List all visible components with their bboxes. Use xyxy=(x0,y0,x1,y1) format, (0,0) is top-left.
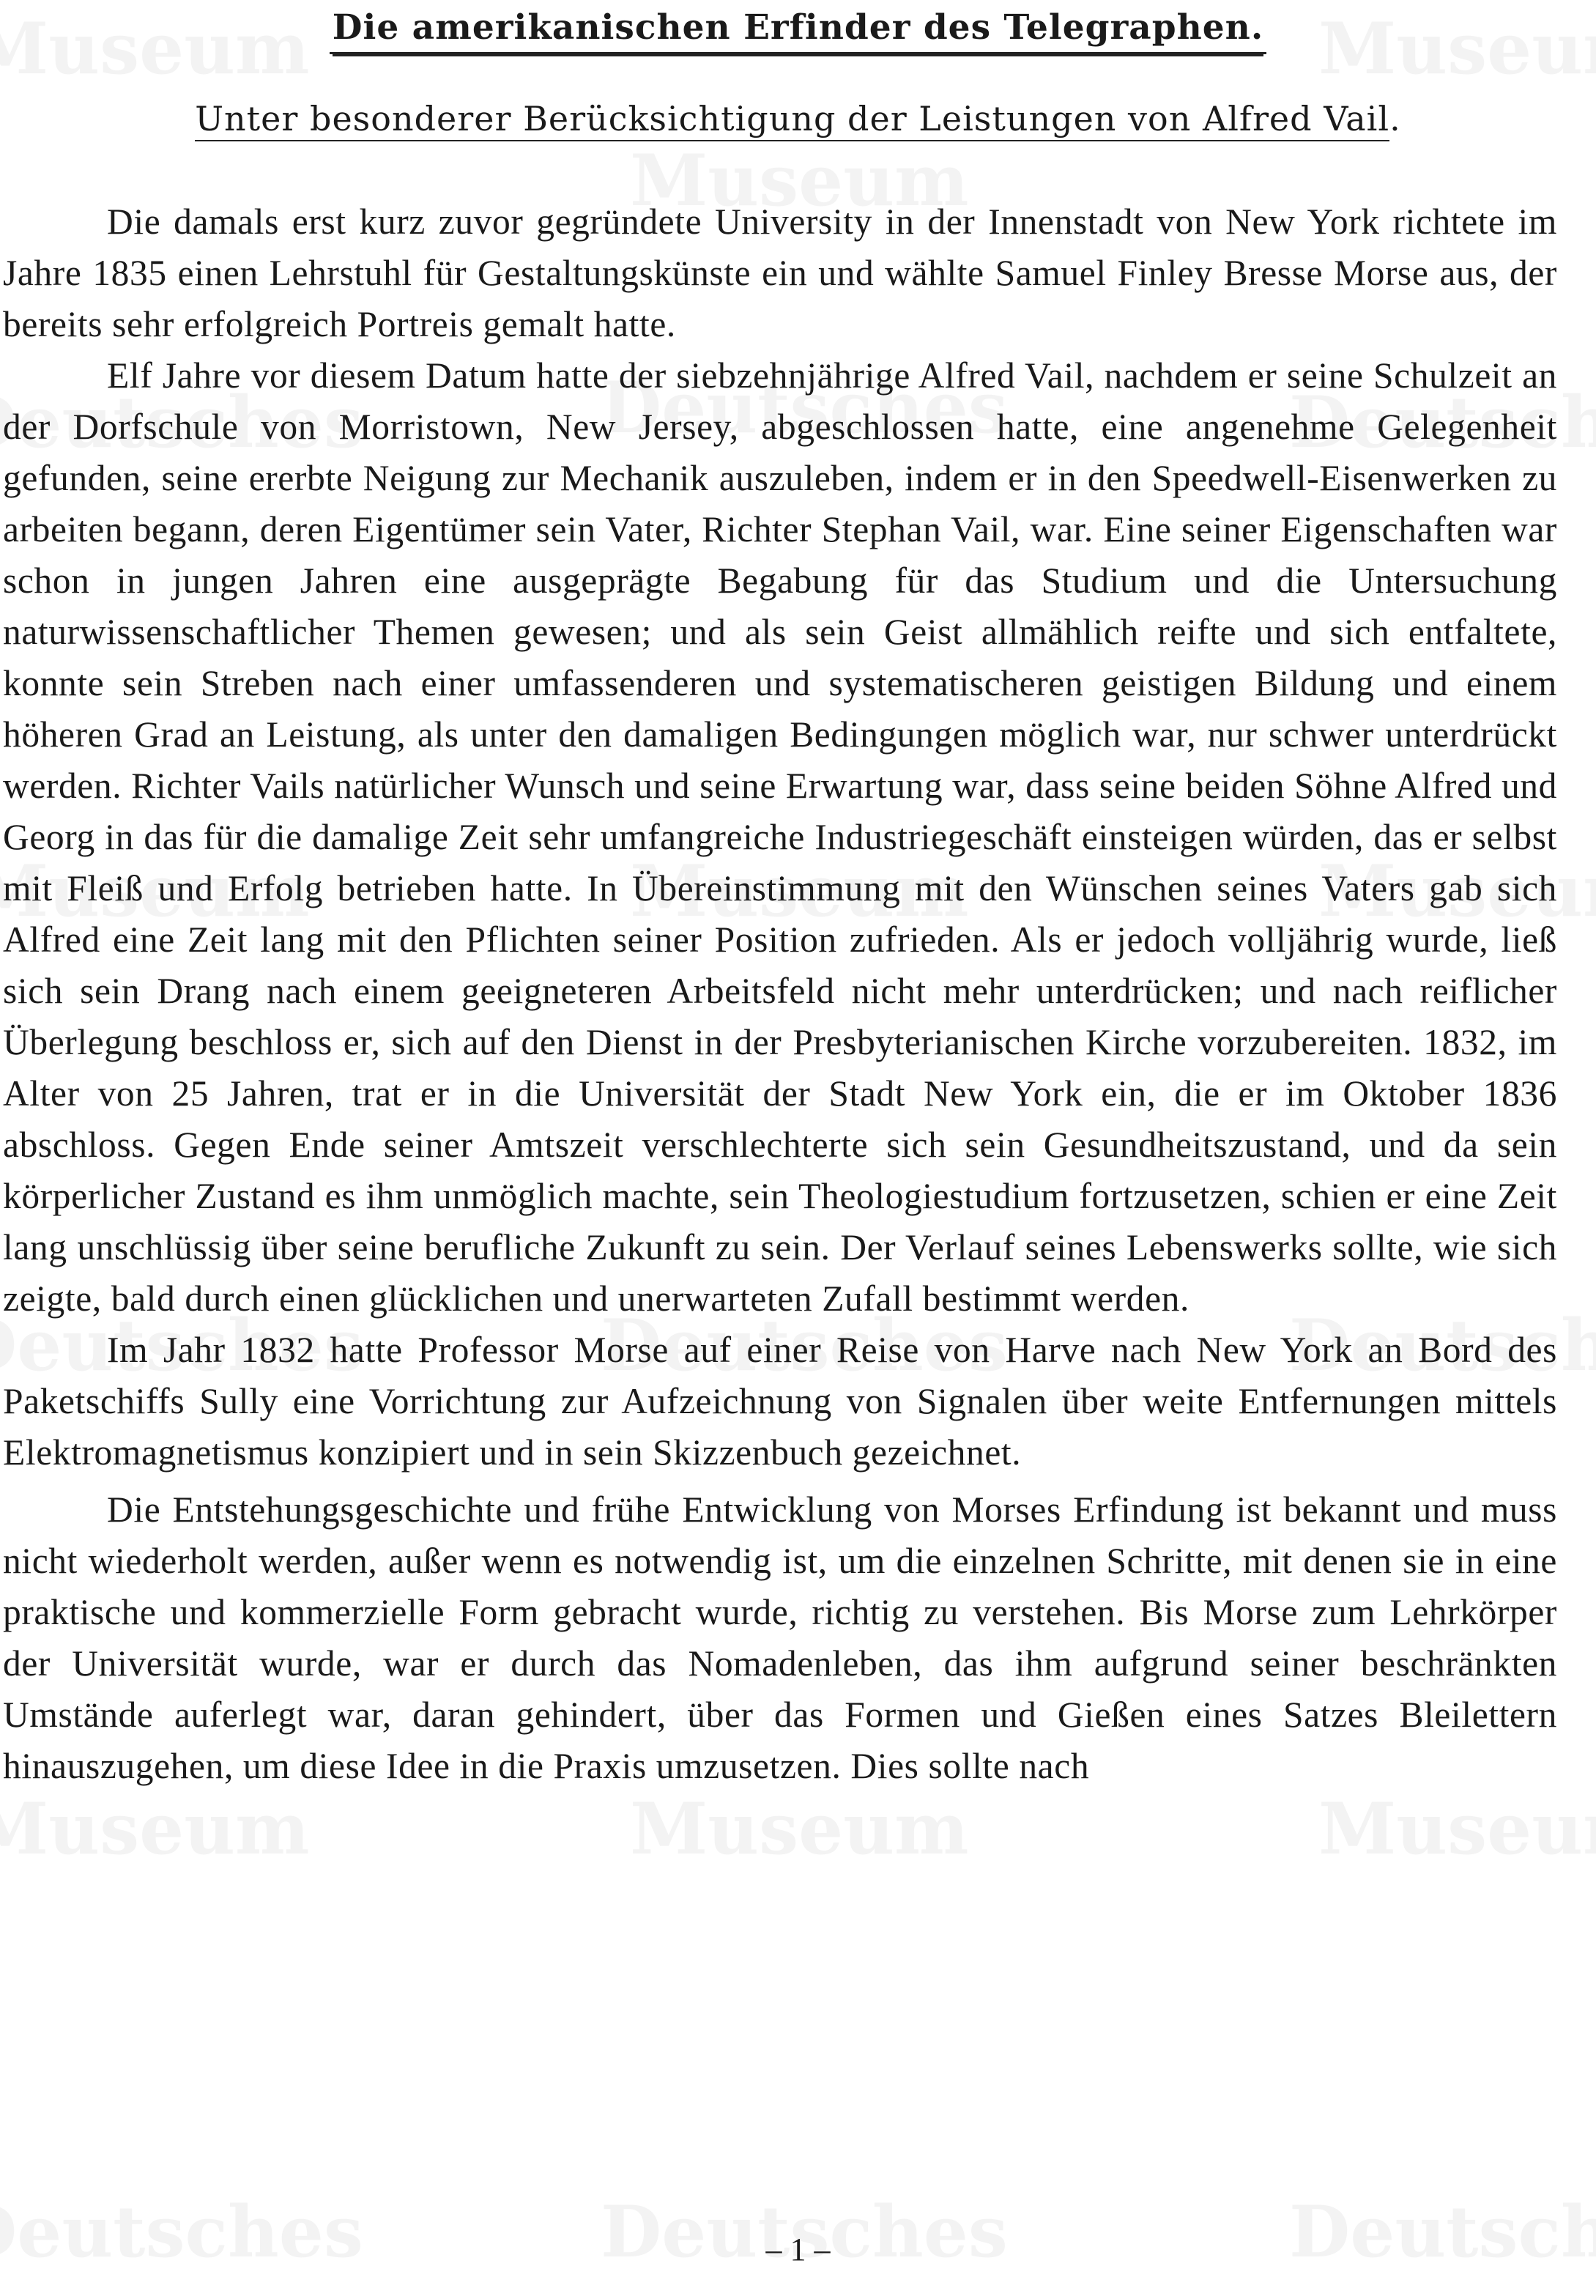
body-text xyxy=(3,196,1557,1792)
paragraph: Im Jahr 1832 hatte Professor Morse auf einer Reise von Harve nach New York an Bord des Paketschiffs Sully eine Vorrichtung zur Aufzeichnung von Signalen über weite Entfernungen mittels Elektromagnetismus konzipiert und in sein Skizzenbuch gezeichnet. xyxy=(3,1330,1557,1473)
page-title-container xyxy=(0,7,1596,54)
paragraph: Die damals erst kurz zuvor gegründete University in der Innenstadt von New York richtete im Jahre 1835 einen Lehrstuhl für Gestaltungskünste ein und wählte Samuel Finley Bresse Morse aus, der bereits sehr erfolgreich Portreis gemalt hatte. xyxy=(3,201,1557,344)
subtitle-period: . xyxy=(1389,99,1401,138)
paragraph: Die Entstehungsgeschichte und frühe Entwicklung von Morses Erfindung ist bekannt und muss nicht wiederholt werden, außer wenn es notwendig ist, um die einzelnen Schritte, mit denen sie in eine praktische und kommerzielle Form gebracht wurde, richtig zu verstehen. Bis Morse zum Lehrkörper der Universität wurde, war er durch das Nomadenleben, das ihm aufgrund seiner beschränkten Umstände auferlegt war, daran gehindert, über das Formen und Gießen eines Satzes Bleilettern hinauszugehen, um diese Idee in die Praxis umzusetzen. Dies sollte nach xyxy=(3,1489,1557,1786)
page-title: Die amerikanischen Erfinder des Telegraphen. xyxy=(330,7,1266,54)
page-number: – 1 – xyxy=(765,2232,831,2267)
page-subtitle: Unter besonderer Berücksichtigung der Leistungen von Alfred Vail xyxy=(195,99,1389,141)
paragraph: Elf Jahre vor diesem Datum hatte der siebzehnjährige Alfred Vail, nachdem er seine Schulzeit an der Dorfschule von Morristown, New Jersey, abgeschlossen hatte, eine angenehme Gelegenheit gefunden, seine ererbte Neigung zur Mechanik auszuleben, indem er in den Speedwell-Eisenwerken zu arbeiten begann, deren Eigentümer sein Vater, Richter Stephan Vail, war. Eine seiner Eigenschaften war schon in jungen Jahren eine ausgeprägte Begabung für das Studium und die Untersuchung naturwissenschaftlicher Themen gewesen; und als sein Geist allmählich reifte und sich entfaltete, konnte sein Streben nach einer umfassenderen und systematischeren geistigen Bildung und einem höheren Grad an Leistung, als unter den damaligen Bedingungen möglich war, nur schwer unterdrückt werden. Richter Vails natürlicher Wunsch und seine Erwartung war, dass seine beiden Söhne Alfred und Georg in das für die damalige Zeit sehr umfangreiche Industriegeschäft einsteigen würden, das er selbst mit Fleiß und Erfolg betrieben hatte. In Übereinstimmung mit den Wünschen seines Vaters gab sich Alfred eine Zeit lang mit den Pflichten seiner Position zufrieden. Als er jedoch volljährig wurde, ließ sich sein Drang nach einem geeigneteren Arbeitsfeld nicht mehr unterdrücken; und nach reiflicher Überlegung beschloss er, sich auf den Dienst in der Presbyterianischen Kirche vorzubereiten. 1832, im Alter von 25 Jahren, trat er in die Universität der Stadt New York ein, die er im Oktober 1836 abschloss. Gegen Ende seiner Amtszeit verschlechterte sich sein Gesundheitszustand, und da sein körperlicher Zustand es ihm unmöglich machte, sein Theologiestudium fortzusetzen, schien er eine Zeit lang unschlüssig über seine berufliche Zukunft zu sein. Der Verlauf seines Lebenswerks sollte, wie sich zeigte, bald durch einen glücklichen und unerwarteten Zufall bestimmt werden. xyxy=(3,355,1557,1319)
subtitle-container xyxy=(0,99,1596,138)
